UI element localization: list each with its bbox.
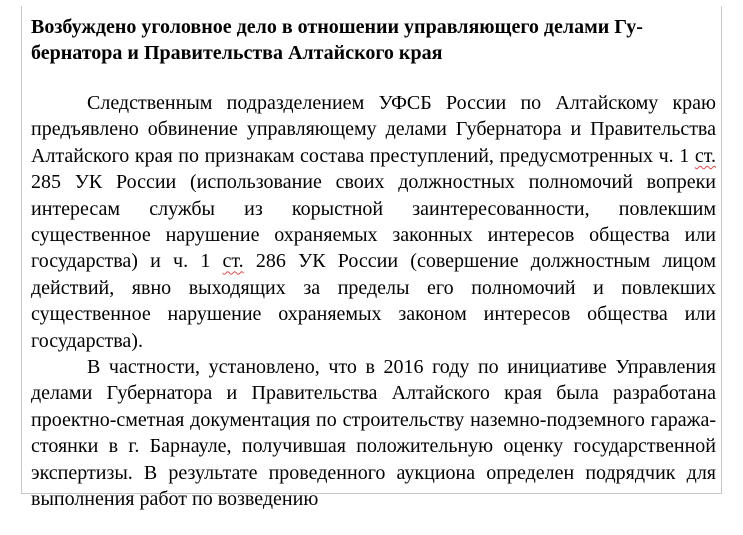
spellcheck-flagged-word[interactable]: ст.	[222, 250, 244, 273]
paragraph-1	[31, 90, 716, 354]
document-title	[31, 14, 716, 66]
document-body	[31, 14, 716, 513]
page-viewport	[21, 0, 722, 511]
paragraph-1-text-c: 286 УК России (совершение должностным лицом действий, явно выходящих за пределы его полномочий и повлекших существенное нарушение охраняемых законом интересов общества или государства).	[31, 250, 716, 352]
title-line-2: бернатора и Правительства Алтайского края	[31, 42, 443, 64]
paragraph-1-text-a: Следственным подразделением УФСБ России по Алтайскому краю предъявлено обвинение управляющему делами Губернатора и Правительства Алтайского края по признакам состава преступлений, предусмотренных ч. 1	[31, 92, 716, 167]
spellcheck-flagged-word[interactable]: ст.	[694, 144, 716, 167]
title-line-1: Возбуждено уголовное дело в отношении управляющего делами Гу-	[31, 16, 643, 38]
paragraph-1-text-b: 285 УК России (использование своих должностных полномочий вопреки интересам службы из корыстной заинтересованности, повлекшим существенное нарушение охраняемых законных интересов общества или государства) и ч. 1	[31, 171, 716, 273]
paragraph-2-text: В частности, установлено, что в 2016 году по инициативе Управления делами Губернатора и Правительства Алтайского края была разработана проектно-сметная документация по строительству наземно-подземного гаража-стоянки в г. Барнауле, получившая положительную оценку государственной экспертизы. В результате проведенного аукциона определен подрядчик для выполнения работ по возведению	[31, 356, 716, 511]
paragraph-2	[31, 354, 716, 512]
